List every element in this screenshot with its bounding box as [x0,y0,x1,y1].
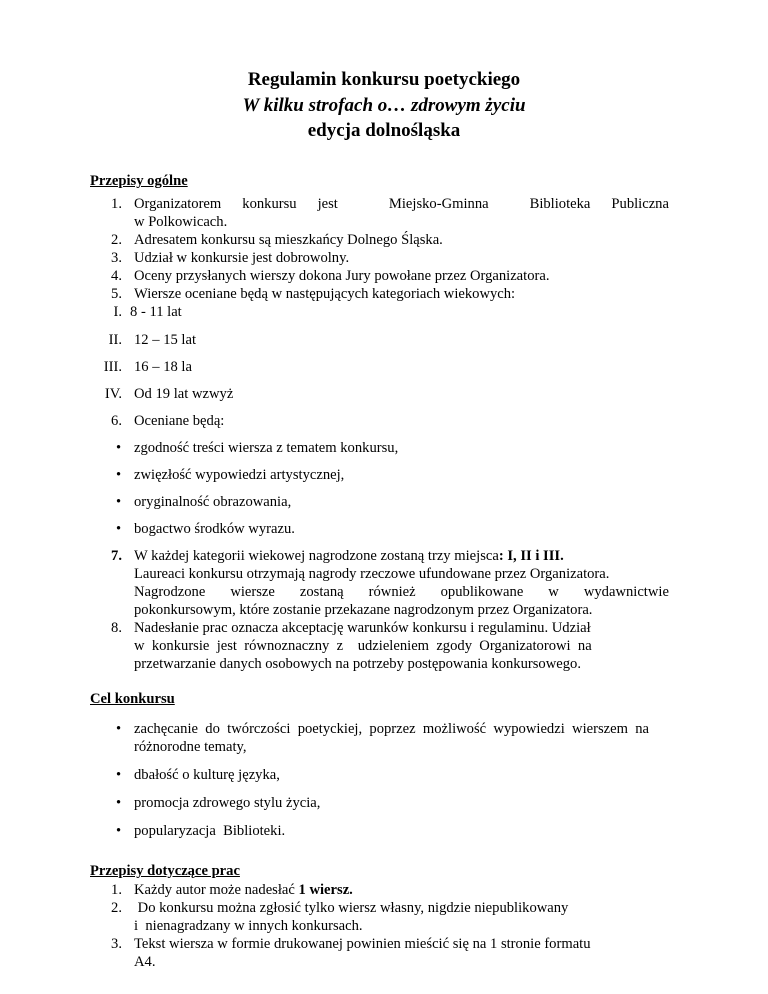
category-number: IV. [104,386,122,402]
bullet-icon: • [116,521,122,537]
document-edition: edycja dolnośląska [307,120,461,141]
category-2: 12 – 15 lat [134,332,197,348]
list-item-7-line3 [134,583,669,601]
category-3: 16 – 18 la [134,359,192,375]
word: również [368,584,416,600]
category-number: III. [103,359,122,375]
list-number: 1. [111,882,122,898]
list-number: 7. [111,548,122,564]
category-number: II. [108,332,122,348]
word: wydawnictwie [583,584,669,600]
word: Miejsko-Gminna [388,196,489,212]
list-item-1-line2: w Polkowicach. [134,214,228,230]
list-number: 6. [111,413,122,429]
word: Organizatorem [134,196,222,212]
criteria-item-2: zwięzłość wypowiedzi artystycznej, [134,467,345,483]
list-item-2: Adresatem konkursu są mieszkańcy Dolnego Śląska. [134,232,443,248]
list-item-7-line4: pokonkursowym, które zostanie przekazane nagrodzonym przez Organizatora. [134,602,593,618]
word: opublikowane [440,584,524,600]
list-item-7-line2: Laureaci konkursu otrzymają nagrody rzeczowe ufundowane przez Organizatora. [134,566,610,582]
list-item-8-line3: przetwarzanie danych osobowych na potrzeby postępowania konkursowego. [134,656,581,672]
list-number: 5. [111,286,122,302]
list-item-3: Udział w konkursie jest dobrowolny. [134,250,350,266]
list-item-8-line1: Nadesłanie prac oznacza akceptację warunków konkursu i regulaminu. Udział [134,620,591,636]
word: jest [317,196,338,212]
document-title: Regulamin konkursu poetyckiego [247,69,521,90]
word: w [548,584,559,600]
text: W każdej kategorii wiekowej nagrodzone zostaną trzy miejsca [134,548,499,564]
list-number: 2. [111,900,122,916]
bullet-icon: • [116,823,122,839]
list-number: 2. [111,232,122,248]
bold-text: : I, II i III. [498,548,564,564]
goal-item-1-line2: różnorodne tematy, [134,739,247,755]
word: zostaną [299,584,344,600]
word: wiersze [230,584,275,600]
list-item-1-line1 [134,195,669,213]
goal-item-4: popularyzacja Biblioteki. [134,823,286,839]
goal-item-2: dbałość o kulturę języka, [134,767,280,783]
work-rule-3-line2: A4. [134,954,156,970]
list-number: 3. [111,936,122,952]
list-item-7-line1 [134,547,564,565]
list-number: 3. [111,250,122,266]
goal-item-3: promocja zdrowego stylu życia, [134,795,321,811]
list-item-5: Wiersze oceniane będą w następujących kategoriach wiekowych: [134,286,516,302]
bullet-icon: • [116,440,122,456]
work-rule-2-line1: Do konkursu można zgłosić tylko wiersz własny, nigdzie niepublikowany [134,900,569,916]
list-number: 4. [111,268,122,284]
list-number: 8. [111,620,122,636]
word: Publiczna [611,196,669,212]
category-4: Od 19 lat wzwyż [134,386,234,402]
word: Nagrodzone [134,584,206,600]
list-number: 1. [111,196,122,212]
work-rule-1 [134,881,353,899]
word: konkursu [242,196,297,212]
goal-item-1-line1: zachęcanie do twórczości poetyckiej, poprzez możliwość wypowiedzi wierszem na [134,721,650,737]
list-item-8-line2: w konkursie jest równoznaczny z udzieleniem zgody Organizatorowi na [134,638,592,654]
criteria-item-4: bogactwo środków wyrazu. [134,521,295,537]
section-heading-general-rules: Przepisy ogólne [90,173,188,189]
criteria-item-1: zgodność treści wiersza z tematem konkursu, [134,440,399,456]
bullet-icon: • [116,494,122,510]
bullet-icon: • [116,467,122,483]
bullet-icon: • [116,795,122,811]
work-rule-2-line2: i nienagradzany w innych konkursach. [134,918,363,934]
bullet-icon: • [116,721,122,737]
bullet-icon: • [116,767,122,783]
section-heading-goal: Cel konkursu [90,691,175,707]
bold-text: 1 wiersz. [298,882,353,898]
category-1: 8 - 11 lat [130,304,182,320]
category-number: I. [113,304,122,320]
text: Każdy autor może nadesłać [134,882,299,898]
document-subtitle: W kilku strofach o… zdrowym życiu [242,95,526,116]
word: Biblioteka [529,196,591,212]
list-item-6: Oceniane będą: [134,413,225,429]
list-item-4: Oceny przysłanych wierszy dokona Jury powołane przez Organizatora. [134,268,550,284]
section-heading-work-rules: Przepisy dotyczące prac [90,863,240,879]
work-rule-3-line1: Tekst wiersza w formie drukowanej powinien mieścić się na 1 stronie formatu [134,936,591,952]
criteria-item-3: oryginalność obrazowania, [134,494,292,510]
